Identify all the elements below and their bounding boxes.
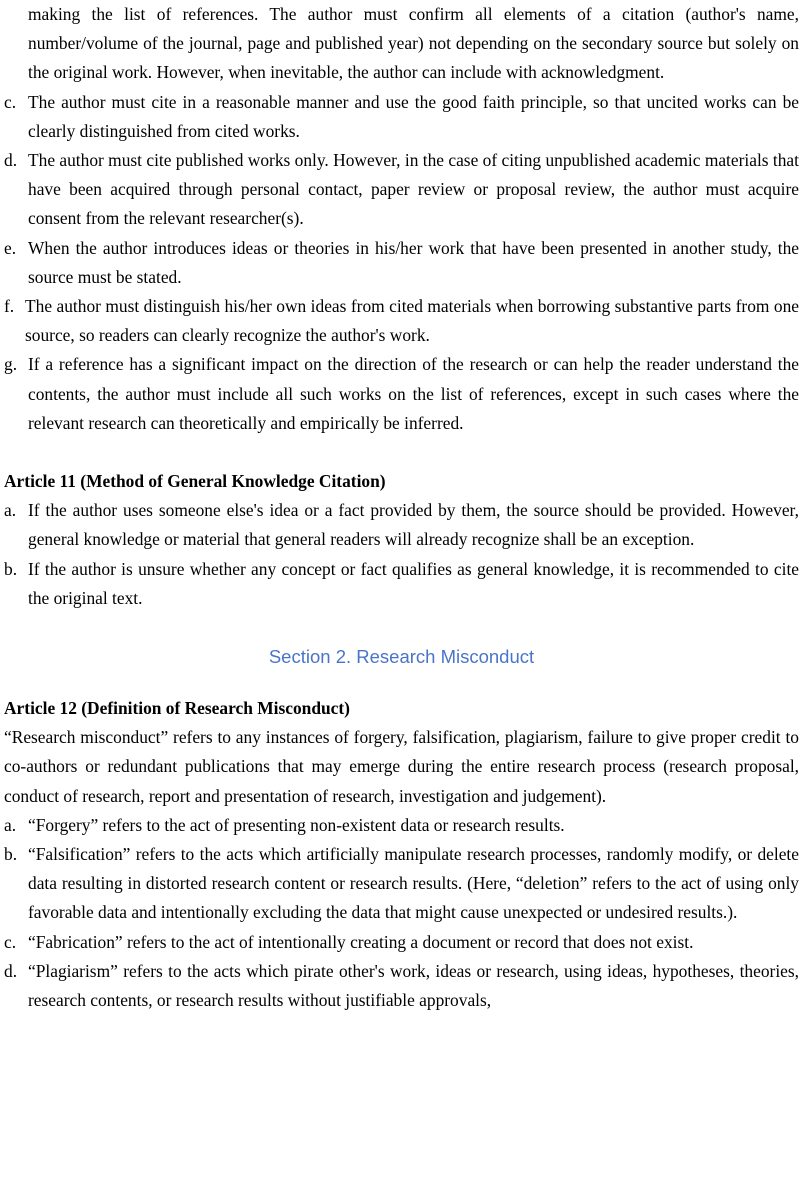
list-item-text: “Falsification” refers to the acts which artificially manipulate research processes, randomly modify, or delete data resulting in distorted research content or research results. (Here, “deletion” refers to the act of using only favorable data and intentionally excluding the data that might cause unexpected or undesired results.). (28, 844, 799, 923)
list-item-text: If the author is unsure whether any concept or fact qualifies as general knowledge, it is recommended to cite the original text. (28, 558, 799, 608)
list-marker: b. (4, 558, 18, 579)
list-item-text: The author must cite published works only. However, in the case of citing unpublished academic materials that have been acquired through personal contact, paper review or proposal review, the author must acquire consent from the relevant researcher(s). (28, 150, 799, 229)
document-page (4, 0, 799, 1015)
list-marker: f. (4, 296, 15, 317)
list-item (4, 350, 799, 438)
section-title: Section 2. Research Misconduct (268, 646, 535, 668)
list-item-text: “Plagiarism” refers to the acts which pirate other's work, ideas or research, using ideas, hypotheses, theories, research contents, or research results without justifiable approvals, (28, 960, 799, 1011)
list-marker: c. (4, 91, 17, 112)
list-marker: d. (4, 150, 18, 171)
list-item (4, 811, 799, 840)
list-item (4, 496, 799, 554)
list-item (4, 292, 799, 350)
list-marker: a. (4, 814, 17, 835)
list-marker: g. (4, 354, 18, 375)
list-item (4, 234, 799, 292)
list-marker: a. (4, 500, 17, 521)
list-item (4, 555, 799, 613)
list-item-text: “Fabrication” refers to the act of intentionally creating a document or record that does not exist. (28, 931, 694, 952)
article11-list (4, 496, 799, 613)
list-item-text: When the author introduces ideas or theories in his/her work that have been presented in another study, the source must be stated. (28, 237, 799, 287)
article10-list (4, 88, 799, 438)
list-item-text: The author must distinguish his/her own ideas from cited materials when borrowing substantive parts from one source, so readers can clearly recognize the author's work. (25, 296, 799, 346)
list-marker: b. (4, 844, 18, 865)
article12-heading: Article 12 (Definition of Research Misconduct) (4, 698, 350, 719)
list-item (4, 957, 799, 1015)
article12-list (4, 811, 799, 1015)
list-item (4, 146, 799, 234)
list-marker: d. (4, 960, 18, 981)
list-item (4, 88, 799, 146)
list-item (4, 840, 799, 928)
list-item-text: “Forgery” refers to the act of presenting non-existent data or research results. (28, 814, 565, 835)
list-marker: e. (4, 237, 17, 258)
list-item-text: The author must cite in a reasonable manner and use the good faith principle, so that uncited works can be clearly distinguished from cited works. (28, 91, 799, 141)
article11-heading: Article 11 (Method of General Knowledge Citation) (4, 471, 386, 492)
list-marker: c. (4, 931, 17, 952)
list-item (4, 928, 799, 957)
list-item-text: If the author uses someone else's idea or a fact provided by them, the source should be provided. However, general knowledge or material that general readers will already recognize shall be an exception. (28, 500, 799, 550)
list-item-text: If a reference has a significant impact on the direction of the research or can help the reader understand the contents, the author must include all such works on the list of references, except in such cases where the relevant research can theoretically and empirically be inferred. (28, 354, 799, 433)
article12-intro: “Research misconduct” refers to any instances of forgery, falsification, plagiarism, failure to give proper credit to co-authors or redundant publications that may emerge during the entire research process (research proposal, conduct of research, report and presentation of research, investigation and judgement). (4, 727, 799, 806)
continued-paragraph: making the list of references. The author must confirm all elements of a citation (author's name, number/volume of the journal, page and published year) not depending on the secondary source but solely on the original work. However, when inevitable, the author can include with acknowledgment. (28, 4, 799, 83)
